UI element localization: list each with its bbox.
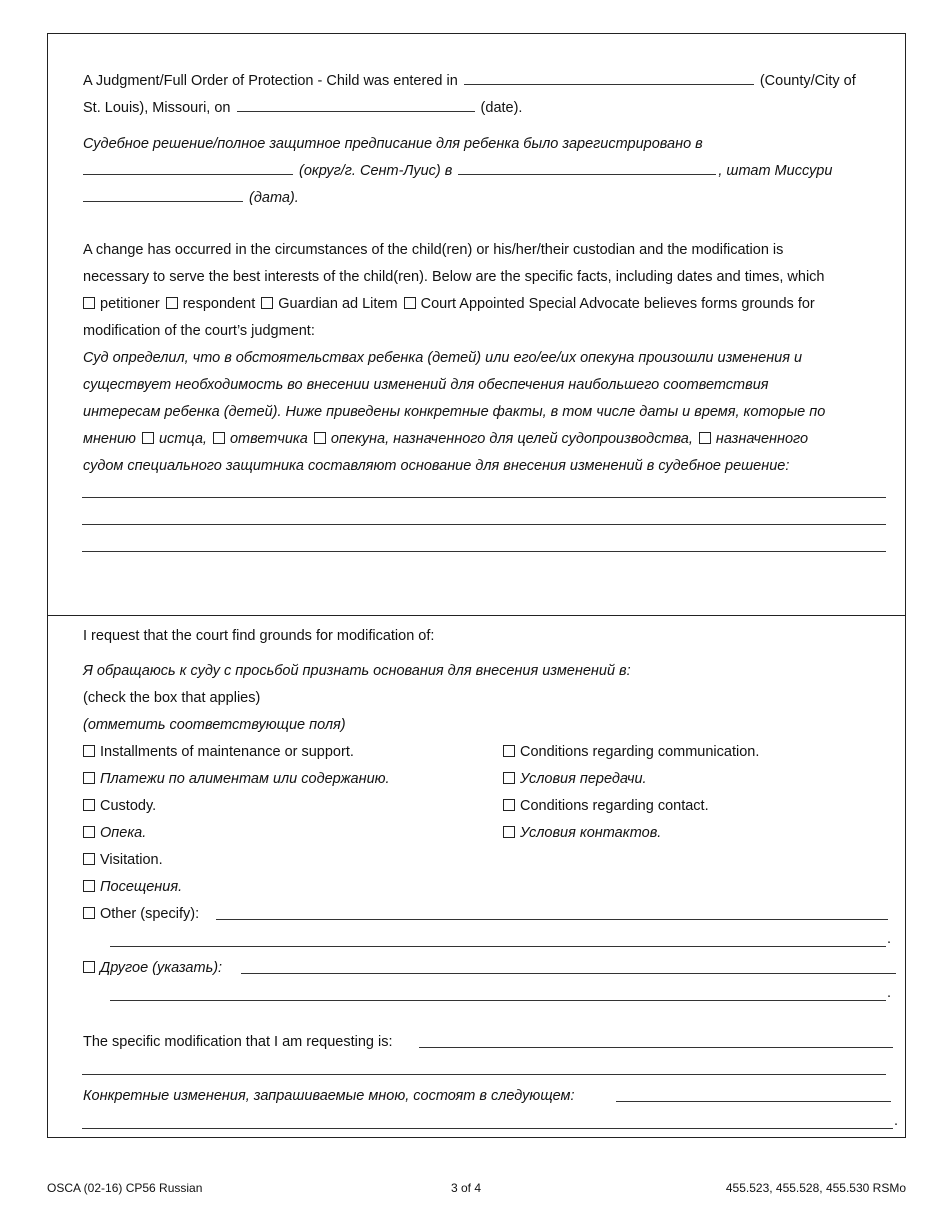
ru-contact-checkbox[interactable] <box>503 826 515 838</box>
petitioner-label: petitioner <box>100 296 160 312</box>
ru-specific-period: . <box>894 1113 899 1129</box>
facts-line-3[interactable] <box>82 551 886 552</box>
ru-other-label: Другое (указать): <box>100 960 223 976</box>
ru-state-text: , штат Миссури <box>718 163 833 179</box>
option-other <box>83 904 199 924</box>
respondent-label: respondent <box>182 296 256 312</box>
custody-checkbox[interactable] <box>83 799 95 811</box>
option-contact <box>503 796 709 816</box>
option-ru-custody <box>83 823 146 843</box>
ru-change-line-3: интересам ребенка (детей). Ниже приведены конкретные факты, в том числе даты и время, которые по <box>83 404 826 420</box>
option-ru-visitation <box>83 877 182 897</box>
other-field-1[interactable] <box>216 919 888 920</box>
facts-line-2[interactable] <box>82 524 886 525</box>
change-line-2: necessary to serve the best interests of the child(ren). Below are the specific facts, including dates and times, which <box>83 269 825 285</box>
form-frame <box>47 33 906 1138</box>
ru-casa-checkbox[interactable] <box>699 432 711 444</box>
option-ru-maintenance <box>83 769 390 789</box>
custody-label: Custody. <box>100 798 157 814</box>
ru-change-line-4 <box>83 429 808 449</box>
ru-specific-field-2[interactable] <box>82 1128 893 1129</box>
ru-change-line-2: существует необходимость во внесении изменений для обеспечения наибольшего соответствия <box>83 377 769 393</box>
specific-text: The specific modification that I am requesting is: <box>83 1034 393 1050</box>
ru-change-line-5: судом специального защитника составляют основание для внесения изменений в судебное решение: <box>83 458 790 474</box>
other-period: . <box>887 931 892 947</box>
ru-other-field-2[interactable] <box>110 1000 886 1001</box>
ru-change-line-1: Суд определил, что в обстоятельствах ребенка (детей) или его/ее/их опекуна произошли изменения и <box>83 350 803 366</box>
specific-field-2[interactable] <box>82 1074 886 1075</box>
ru-visitation-label: Посещения. <box>100 879 183 895</box>
option-maintenance <box>83 742 354 762</box>
other-field-2[interactable] <box>110 946 886 947</box>
ru-check-note: (отметить соответствующие поля) <box>83 717 346 733</box>
ru-county-text: (округ/г. Сент-Луис) в <box>299 163 453 179</box>
change-line-1: A change has occurred in the circumstances of the child(ren) or his/her/their custodian and the modification is <box>83 242 784 258</box>
request-text: I request that the court find grounds for modification of: <box>83 628 435 644</box>
contact-checkbox[interactable] <box>503 799 515 811</box>
county-field[interactable] <box>464 70 754 85</box>
date-suffix: (date). <box>480 100 523 116</box>
ru-visitation-checkbox[interactable] <box>83 880 95 892</box>
communication-label: Conditions regarding communication. <box>520 744 760 760</box>
judgment-line-2 <box>83 97 522 118</box>
ru-judgment-line-3 <box>83 187 299 208</box>
contact-label: Conditions regarding contact. <box>520 798 709 814</box>
change-line-4: modification of the court’s judgment: <box>83 323 315 339</box>
ru-casa-label: назначенного <box>715 431 809 447</box>
facts-line-1[interactable] <box>82 497 886 498</box>
maintenance-checkbox[interactable] <box>83 745 95 757</box>
footer-form-id: OSCA (02-16) CP56 Russian <box>47 1181 203 1195</box>
ru-respondent-checkbox[interactable] <box>213 432 225 444</box>
ru-contact-label: Условия контактов. <box>520 825 662 841</box>
check-note: (check the box that applies) <box>83 690 261 706</box>
communication-checkbox[interactable] <box>503 745 515 757</box>
ru-other-checkbox[interactable] <box>83 961 95 973</box>
change-line-3 <box>83 294 815 314</box>
option-ru-contact <box>503 823 661 843</box>
ru-gal-checkbox[interactable] <box>314 432 326 444</box>
ru-city-field[interactable] <box>458 160 716 175</box>
ru-request-text: Я обращаюсь к суду с просьбой признать основания для внесения изменений в: <box>83 663 631 679</box>
ru-respondent-label: ответчика <box>229 431 308 447</box>
other-checkbox[interactable] <box>83 907 95 919</box>
ru-transfer-checkbox[interactable] <box>503 772 515 784</box>
ru-date-field[interactable] <box>83 187 243 202</box>
casa-label: Court Appointed Special Advocate believes forms grounds for <box>420 296 815 312</box>
casa-checkbox[interactable] <box>404 297 416 309</box>
gal-label: Guardian ad Litem <box>278 296 398 312</box>
ru-opinion-text: мнению <box>83 431 136 447</box>
ru-maintenance-checkbox[interactable] <box>83 772 95 784</box>
missouri-on-text: St. Louis), Missouri, on <box>83 100 231 116</box>
ru-petitioner-checkbox[interactable] <box>142 432 154 444</box>
ru-county-field[interactable] <box>83 160 293 175</box>
ru-transfer-label: Условия передачи. <box>520 771 647 787</box>
ru-specific-text: Конкретные изменения, запрашиваемые мною, состоят в следующем: <box>83 1088 575 1104</box>
other-label: Other (specify): <box>100 906 200 922</box>
date-field[interactable] <box>237 97 475 112</box>
option-ru-transfer <box>503 769 647 789</box>
ru-gal-label: опекуна, назначенного для целей судопроизводства, <box>330 431 693 447</box>
option-custody <box>83 796 156 816</box>
specific-field-1[interactable] <box>419 1047 893 1048</box>
footer-statutes: 455.523, 455.528, 455.530 RSMo <box>725 1181 906 1195</box>
maintenance-label: Installments of maintenance or support. <box>100 744 354 760</box>
option-communication <box>503 742 759 762</box>
ru-petitioner-label: истца, <box>158 431 207 447</box>
visitation-label: Visitation. <box>100 852 163 868</box>
ru-maintenance-label: Платежи по алиментам или содержанию. <box>100 771 390 787</box>
ru-judgment-line-2 <box>83 160 832 181</box>
ru-custody-checkbox[interactable] <box>83 826 95 838</box>
ru-other-period: . <box>887 985 892 1001</box>
ru-judgment-line-1: Судебное решение/полное защитное предписание для ребенка было зарегистрировано в <box>83 136 703 152</box>
ru-other-field-1[interactable] <box>241 973 896 974</box>
county-suffix: (County/City of <box>759 73 856 89</box>
option-visitation <box>83 850 163 870</box>
judgment-line-1 <box>83 70 856 91</box>
visitation-checkbox[interactable] <box>83 853 95 865</box>
ru-specific-field-1[interactable] <box>616 1101 891 1102</box>
ru-date-text: (дата). <box>249 190 299 206</box>
petitioner-checkbox[interactable] <box>83 297 95 309</box>
respondent-checkbox[interactable] <box>166 297 178 309</box>
footer-page-number: 3 of 4 <box>451 1181 482 1195</box>
gal-checkbox[interactable] <box>261 297 273 309</box>
judgment-text: A Judgment/Full Order of Protection - Child was entered in <box>83 73 458 89</box>
section-divider <box>48 615 905 616</box>
ru-custody-label: Опека. <box>100 825 147 841</box>
option-ru-other <box>83 958 222 978</box>
